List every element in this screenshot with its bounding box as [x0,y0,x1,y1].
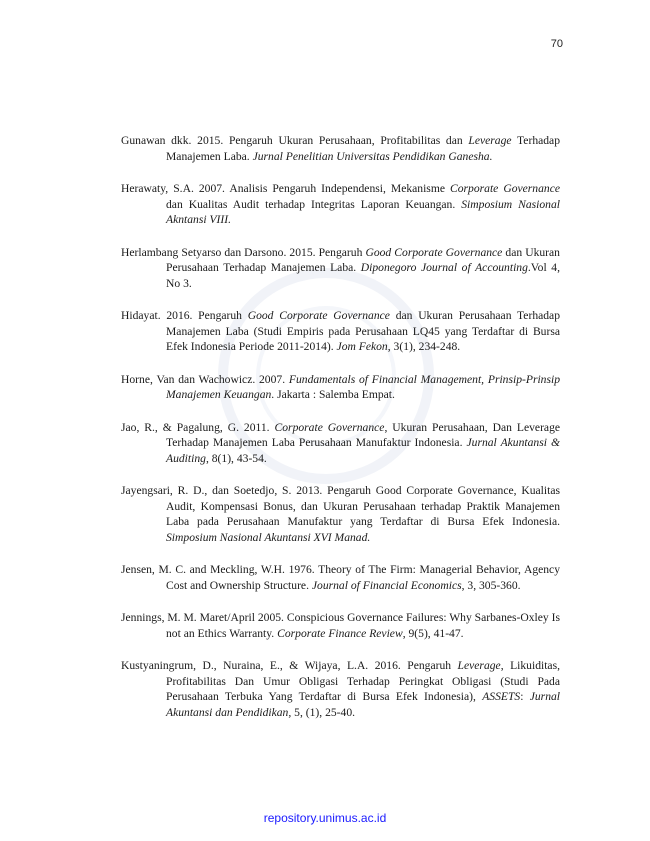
reference-italic-text: Jurnal Akuntansi & Auditing [166,436,560,465]
reference-text: : [520,690,530,703]
reference-text: Gunawan dkk. 2015. Pengaruh Ukuran Perusahaan, Profitabilitas dan [121,134,469,147]
reference-text: dan Kualitas Audit terhadap Integritas Laporan Keuangan. [166,197,462,211]
reference-italic-text: Good Corporate Governance [247,309,390,322]
reference-italic-text: Corporate Finance Review [277,626,403,640]
reference-text: Horne, Van dan Wachowicz. 2007. [121,372,289,386]
reference-text: Herlambang Setyarso dan Darsono. 2015. Pengaruh [121,245,366,259]
reference-entry [121,133,560,164]
reference-italic-text: Simposium Nasional Akntansi VIII. [166,197,560,226]
repository-link[interactable]: repository.unimus.ac.id [263,811,387,825]
reference-text: Hidayat. 2016. Pengaruh [121,309,248,322]
reference-text: Jennings, M. M. Maret/April 2005. Conspicious Governance Failures: Why Sarbanes-Oxley Is not an Ethics Warranty. [121,611,560,640]
reference-text: Terhadap Manajemen Laba. [166,134,560,163]
reference-list [121,133,560,737]
reference-text: , Likuiditas, Profitabilitas Dan Umur Obligasi Terhadap Peringkat Obligasi (Studi Pada Perusahaan Terbuka Yang Terdaftar di Bursa Efek Indonesia), [166,659,560,703]
reference-italic-text: Jurnal Akuntansi dan Pendidikan, [166,690,561,719]
reference-text: dan Ukuran Perusahaan Terhadap Manajemen Laba (Studi Empiris pada Perusahaan LQ45 yang Terdaftar di Bursa Efek Indonesia Periode 2011-2014). [166,309,560,353]
reference-italic-text: Leverage [457,659,501,672]
reference-text: , 3(1), 234-248. [387,340,461,353]
reference-text: Kustyaningrum, D., Nuraina, E., & Wijaya, L.A. 2016. Pengaruh [121,659,458,672]
reference-text: , 3, 305-360. [461,578,521,592]
reference-entry [121,420,560,467]
reference-italic-text: Jom Fekon [336,340,388,353]
reference-italic-text: Corporate Governance [274,420,385,434]
reference-text: .Vol 4, No 3. [166,261,560,290]
page-number: 70 [550,38,563,50]
reference-text: Jayengsari, R. D., dan Soetedjo, S. 2013. Pengaruh Good Corporate Governance, Kualitas Audit, Kompensasi Bonus, dan Ukuran Perusahaan terhadap Praktik Manajemen Laba pada Perusahaan Manufaktur yang Terdaftar di Bursa Efek Indonesia. [121,484,560,528]
reference-entry [121,372,560,403]
reference-entry [121,610,560,641]
reference-text: Jao, R., & Pagalung, G. 2011. [121,420,275,434]
reference-italic-text: Diponegoro Journal of Accounting [360,261,528,274]
reference-text: , Ukuran Perusahaan, Dan Leverage Terhadap Manajemen Laba Perusahaan Manufaktur Indonesia. [166,420,561,449]
reference-text: . Jakarta : Salemba Empat. [271,388,395,401]
reference-entry [121,181,560,228]
reference-entry [121,562,560,593]
reference-italic-text: Good Corporate Governance [365,245,503,259]
reference-entry [121,658,560,720]
reference-text: 5, (1), 25-40. [291,705,356,719]
reference-text: , 8(1), 43-54. [205,451,267,465]
reference-italic-text: Leverage [468,134,512,147]
reference-entry [121,245,560,292]
reference-text: dan Ukuran Perusahaan Terhadap Manajemen Laba. [166,245,560,274]
reference-italic-text: ASSETS [482,690,521,703]
reference-text: Herawaty, S.A. 2007. Analisis Pengaruh Independensi, Mekanisme [121,182,450,195]
reference-italic-text: Simposium Nasional Akuntansi XVI Manad. [166,530,371,544]
reference-text: , 9(5), 41-47. [402,626,464,640]
reference-italic-text: Jurnal Penelitian Universitas Pendidikan Ganesha. [252,149,493,163]
reference-italic-text: Journal of Financial Economics [311,578,462,592]
reference-italic-text: Fundamentals of Financial Management, Prinsip-Prinsip Manajemen Keuangan [166,372,561,401]
reference-entry [121,308,560,355]
reference-italic-text: Corporate Governance [450,182,560,195]
reference-entry [121,483,560,545]
reference-text: Jensen, M. C. and Meckling, W.H. 1976. Theory of The Firm: Managerial Behavior, Agency Cost and Ownership Structure. [121,563,560,592]
